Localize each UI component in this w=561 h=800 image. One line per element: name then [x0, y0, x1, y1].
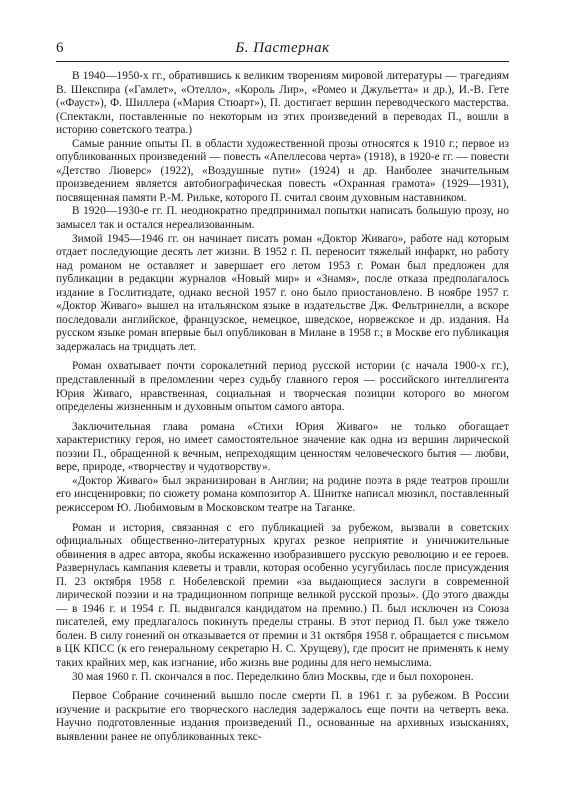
paragraph-adaptations: «Доктор Живаго» был экранизирован в Англии; на родине поэта в ряде театров прошли его инсценировки; по сюжету романа композитор А. Шнитке написал мюзикл, поставленный режиссером Ю. Любимовым в Московском театре на Таганке. [56, 474, 509, 514]
page-header [56, 40, 509, 60]
running-title: Б. Пастернак [235, 40, 330, 56]
paragraph-early-prose: Самые ранние опыты П. в области художественной прозы относятся к 1910 г.; первое из опубликованных произведений — повесть «Апеллесова черта» (1918), в 1920-е гг. — повести «Детство Люверс» (1922), «Воздушные пути» (1924) и др. Наиболее значительным произведением является автобиографическая повесть «Охранная грамота» (1929—1931), посвященная памяти Р.-М. Рильке, которого П. считал своим духовным наставником. [56, 137, 509, 204]
paragraph-persecution: Роман и история, связанная с его публикацией за рубежом, вызвали в советских официальных общественно-литературных кругах резкое неприятие и уничижительные обвинения в адрес автора, якобы искаженно изобразившего русскую революцию и ее героев. Развернулась кампания клеветы и травли, которая особенно усугубилась после присуждения П. 23 октября 1958 г. Нобелевской премии «за выдающиеся заслуги в современной лирической поэзии и на традиционном поприще великой русской прозы». (До этого дважды — в 1946 г. и 1954 г. П. выдвигался кандидатом на премию.) П. был исключен из Союза писателей, ему предлагалось покинуть пределы страны. В этот период П. был уже тяжело болен. В силу гонений он отказывается от премии и 31 октября 1958 г. обращается с письмом в ЦК КПСС (к его генеральному секретарю Н. С. Хрущеву), где просит не применять к нему таких крайних мер, как изгнание, ибо жизнь вне родины для него немыслима. [56, 521, 509, 669]
page-number: 6 [56, 40, 64, 56]
paragraph-translations: В 1940—1950-х гг., обратившись к великим творениям мировой литературы — трагедиям В. Шекспира («Гамлет», «Отелло», «Король Лир», «Ромео и Джульетта» и др.), И.-В. Гете («Фауст»), Ф. Шиллера («Мария Стюарт»), П. достигает вершин переводческого мастерства. (Спектакли, поставленные по некоторым из этих произведений в переводах П., вошли в историю советского театра.) [56, 70, 509, 137]
paragraph-collected-works: Первое Собрание сочинений вышло после смерти П. в 1961 г. за рубежом. В России изучение и раскрытие его творческого наследия задержалось еще почти на четверть века. Научно подготовленные издания произведений П., основанные на архивных изысканиях, выявлении ранее не опубликованных текс- [56, 690, 509, 743]
paragraph-death: 30 мая 1960 г. П. скончался в пос. Переделкино близ Москвы, где и был похоронен. [72, 670, 474, 683]
paragraph-doctor-zhivago-writing: Зимой 1945—1946 гг. он начинает писать роман «Доктор Живаго», работе над которым отдает последующие десять лет жизни. В 1952 г. П. переносит тяжелый инфаркт, но работу над романом не оставляет и завершает его летом 1953 г. Роман был предложен для публикации в редакции журналов «Новый мир» и «Знамя», после отказа предполагалось издание в Гослитиздате, однако весной 1957 г. оно было приостановлено. В ноябре 1957 г. «Доктор Живаго» вышел на итальянском языке в издательстве Дж. Фельтринелли, а вскоре последовали английское, французское, немецкое, шведское, норвежское и др. издания. На русском языке роман впервые был опубликован в Милане в 1958 г.; в Москве его публикация задержалась на тридцать лет. [56, 232, 509, 353]
paragraph-big-prose-attempts: В 1920—1930-е гг. П. неоднократно предпринимал попытки написать большую прозу, но замысел так и остался нереализованным. [56, 205, 509, 232]
paragraph-final-chapter: Заключительная глава романа «Стихи Юрия Живаго» не только обогащает характеристику героя, но имеет самостоятельное значение как одна из вершин лирической поэзии П., обращенной к вечным, непреходящим ценностям человеческого бытия — любви, вере, природе, «творчеству и чудотворству». [56, 420, 509, 474]
body-text [56, 70, 509, 744]
paragraph-novel-scope: Роман охватывает почти сорокалетний период русской истории (с начала 1900-х гг.), представленный в преломлении через судьбу главного героя — российского интеллигента Юрия Живаго, нравственная, социальная и творческая позиции которого во многом определены жизненным и духовным опытом самого автора. [56, 360, 509, 414]
header-rule [56, 61, 509, 62]
